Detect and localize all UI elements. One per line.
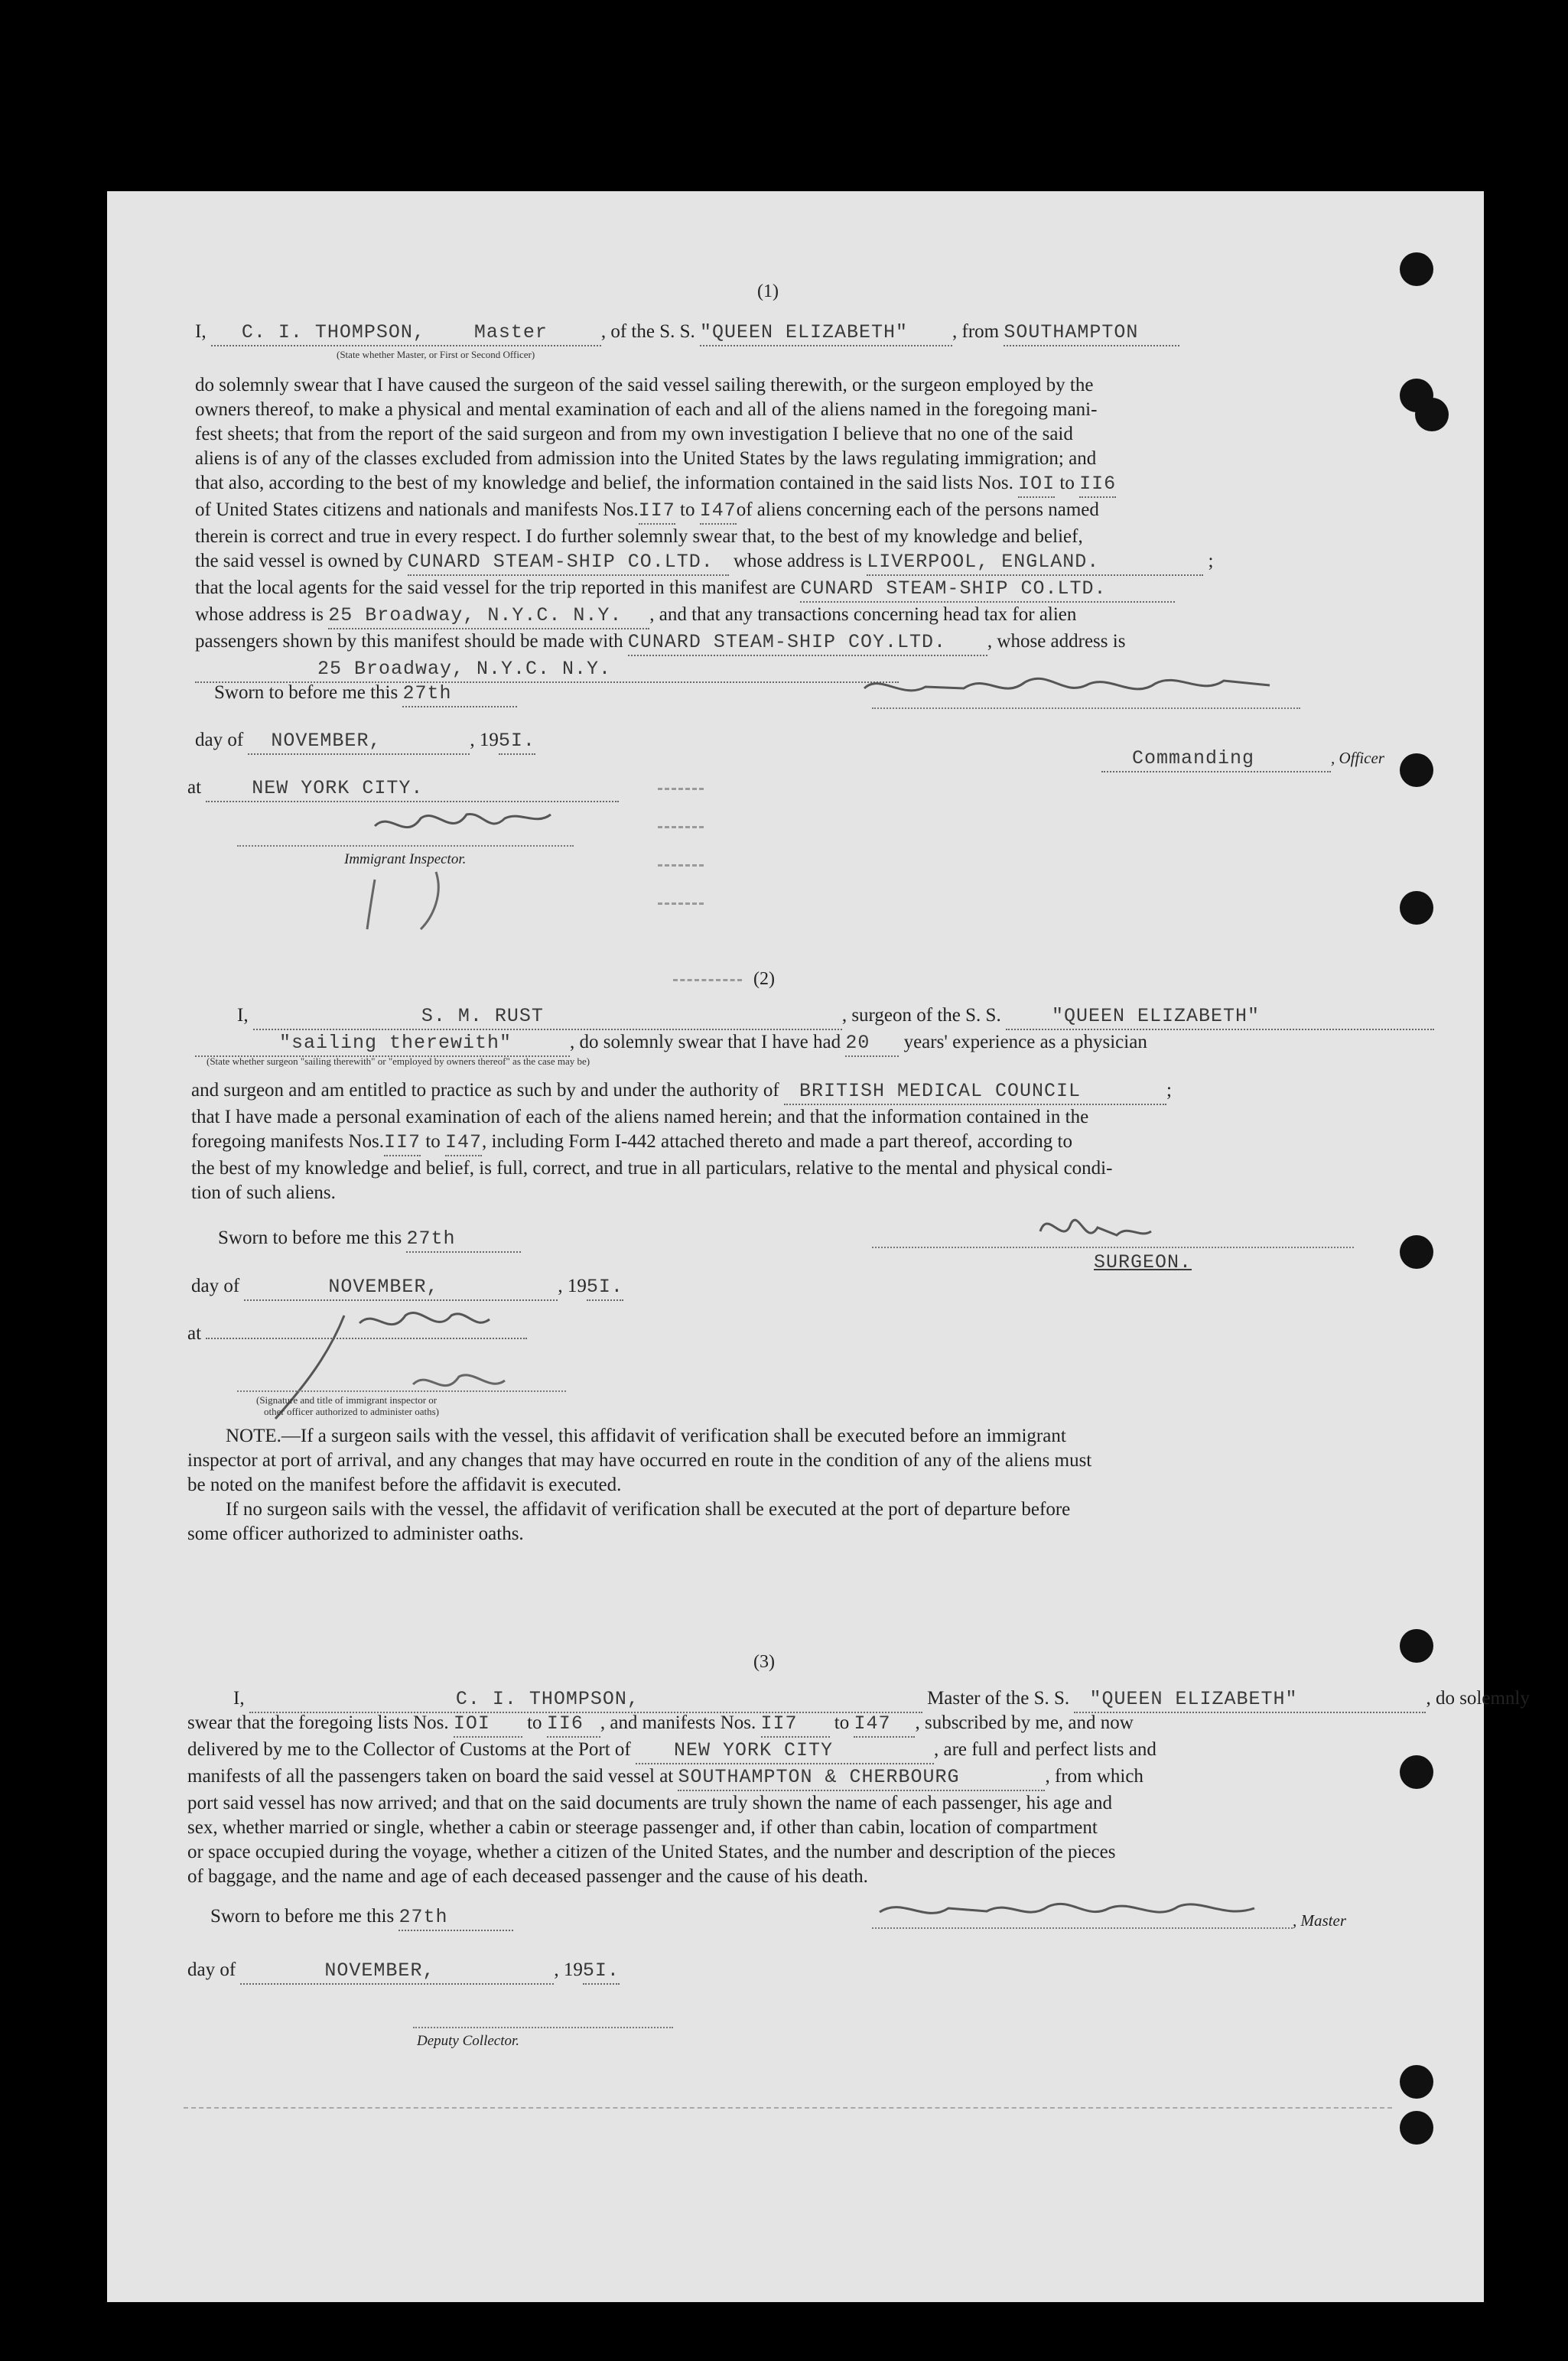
master-name-field: C. I. THOMPSON, Master [211,320,601,346]
lists-from-field: IOI [1018,472,1055,498]
caption: (Signature and title of immigrant inspector or [256,1394,438,1406]
manifests-to-field: I47 [854,1712,915,1738]
agents-address-field: 25 Broadway, N.Y.C. N.Y. [328,603,649,629]
caption: (State whether surgeon "sailing therewith" or "employed by owners thereof" as the case may be) [207,1055,590,1067]
lists-to-field: II6 [547,1712,600,1738]
sworn-day-field: 27th [399,1905,513,1931]
year-field: 5I. [583,1959,620,1985]
deputy-caption: Deputy Collector. [417,2033,520,2049]
affidavit-line: I, S. M. RUST , surgeon of the S. S. "QUEEN ELIZABETH" [237,1003,1434,1030]
master-label: , Master [1293,1911,1346,1930]
section-number: (3) [753,1652,775,1672]
year-field: 5I. [499,729,535,755]
headtax-address-field: 25 Broadway, N.Y.C. N.Y. [195,657,899,683]
affidavit-paragraph: do solemnly swear that I have caused the surgeon of the said vessel sailing therewith, or the surgeon employed by the owners thereof, to make a physical and mental examination of each and all of the aliens named in the foregoing mani- fest sheets; that from the report of the said surgeon and from my own investigation I believe that no one of the said aliens is of any of the classes excluded from admission into the United States by the laws regulating immigration; and that also, according to the best of my knowledge and belief, the information contained in the said lists Nos. IOI to II6 of United States citizens and nationals and manifests Nos.II7 to I47of aliens concerning each of the persons named therein is correct and true in every respect. I do further solemnly swear that, to the best of my knowledge and belief, the said vessel is owned by CUNARD STEAM-SHIP CO.LTD. whose address is LIVERPOOL, ENGLAND. ; that the local agents for the said vessel for the trip reported in this manifest are CUNARD STEAM-SHIP CO.LTD. whose address is 25 Broadway, N.Y.C. N.Y. , and that any transactions concerning head tax for alien passengers shown by this manifest should be made with CUNARD STEAM-SHIP COY.LTD. , whose address is 25 Broadway, N.Y.C. N.Y. [195,373,1465,683]
manifests-from-field: II7 [384,1130,421,1156]
affidavit-paragraph: swear that the foregoing lists Nos. IOI to II6 , and manifests Nos. II7 to I47 , subscribed by me, and now delivered by me to the Collector of Customs at the Port of NEW YORK CITY , are full and perfect lists and manifests of all the passengers taken on board the said vessel at SOUTHAMPTON & CHERBOURG , from which port said vessel has now arrived; and that on the said documents are truly shown the name of each passenger, his age and sex, whether married or single, whether a cabin or steerage passenger and, if other than cabin, location of compartment or space occupied during the voyage, whether a citizen of the United States, and the number and description of the pieces of baggage, and the name and age of each deceased passenger and the cause of his death. [187,1712,1156,1887]
vessel-name-field: "QUEEN ELIZABETH" [1074,1687,1426,1713]
authority-field: BRITISH MEDICAL COUNCIL [784,1079,1166,1105]
sworn-line: Sworn to before me this 27th [214,681,517,707]
affidavit-line: I, C. I. THOMPSON, Master of the S. S. "QUEEN ELIZABETH" , do solemnly [233,1686,1530,1713]
manifests-to-field: I47 [445,1130,482,1156]
punch-hole [1400,1629,1433,1663]
master-name-field: C. I. THOMPSON, [249,1687,922,1713]
surgeon-name-field: S. M. RUST [253,1004,842,1030]
month-field: NOVEMBER, [244,1275,558,1301]
vessel-name-field: "QUEEN ELIZABETH" [700,320,952,346]
date-line: day of NOVEMBER, , 195I. [195,728,535,755]
page-bottom-rule [184,2107,1392,2109]
arrival-port-field: NEW YORK CITY [636,1738,934,1764]
sworn-day-field: 27th [406,1227,521,1253]
agents-field: CUNARD STEAM-SHIP CO.LTD. [800,577,1175,603]
manifests-from-field: II7 [761,1712,830,1738]
sworn-day-field: 27th [402,681,517,707]
master-signature [857,658,1285,711]
month-field: NOVEMBER, [240,1959,554,1985]
affidavit-sheet [107,191,1530,2302]
surgeon-title: SURGEON. [1094,1251,1192,1273]
lists-from-field: IOI [454,1712,522,1738]
departure-port-field: SOUTHAMPTON [1004,320,1179,346]
section-number: (2) [753,969,775,989]
divider [673,979,742,981]
place-field: NEW YORK CITY. [206,776,619,802]
divider [658,826,704,828]
owner-address-field: LIVERPOOL, ENGLAND. [867,550,1203,576]
inspector-caption: Immigrant Inspector. [344,851,467,867]
manifests-to-field: I47 [700,499,737,525]
date-line: day of NOVEMBER, , 195I. [191,1274,623,1301]
date-line: day of NOVEMBER, , 195I. [187,1958,620,1985]
years-field: 20 [845,1031,899,1057]
headtax-party-field: CUNARD STEAM-SHIP COY.LTD. [628,630,987,656]
divider [658,788,704,790]
manifests-from-field: II7 [639,499,675,525]
inspector-signature [359,795,558,933]
officer-line: Commanding , Officer [1101,746,1384,772]
punch-hole [1400,753,1433,787]
punch-hole [1400,891,1433,925]
punch-hole [1400,2065,1433,2099]
owner-field: CUNARD STEAM-SHIP CO.LTD. [408,550,729,576]
inspector-line [237,1390,566,1392]
surgeon-status-field: "sailing therewith" [195,1031,570,1057]
punch-hole [1400,1235,1433,1269]
year-field: 5I. [587,1275,623,1301]
master-signature [872,1885,1285,1931]
punch-hole [1400,252,1433,286]
deputy-line [413,2027,673,2028]
officer-title-field: Commanding [1101,746,1331,772]
sworn-line: Sworn to before me this 27th [210,1904,513,1931]
affidavit-paragraph: and surgeon and am entitled to practice as such by and under the authority of BRITISH MEDICAL COUNCIL ; that I have made a personal examination of each of the aliens named herein; and that the information contained in the foregoing manifests Nos.II7 to I47, including Form I-442 attached thereto and made a part thereof, according to the best of my knowledge and belief, is full, correct, and true in all particulars, relative to the mental and physical condi- tion of such aliens. [191,1080,1172,1203]
vessel-name-field: "QUEEN ELIZABETH" [1006,1004,1434,1030]
punch-hole [1400,2111,1433,2145]
boarding-ports-field: SOUTHAMPTON & CHERBOURG [678,1765,1045,1791]
affidavit-line: I, C. I. THOMPSON, Master , of the S. S. "QUEEN ELIZABETH" , from SOUTHAMPTON [195,320,1179,346]
surgeon-signature [1025,1201,1178,1262]
caption: other officer authorized to administer oaths) [264,1406,439,1417]
note-paragraph: NOTE.—If a surgeon sails with the vessel, this affidavit of verification shall be executed before an immigrant inspector at port of arrival, and any changes that may have occurred en route in the condition of any of the aliens must be noted on the manifest before the affidavit is executed. If no surgeon sails with the vessel, the affidavit of verification shall be executed at the port of departure before some officer authorized to administer oaths. [187,1426,1092,1544]
section-number: (1) [757,281,779,301]
lists-to-field: II6 [1079,472,1116,498]
sworn-line: Sworn to before me this 27th [218,1226,521,1253]
affidavit-line: "sailing therewith" , do solemnly swear that I have had 20 years' experience as a physician [195,1030,1147,1057]
divider [658,864,704,867]
place-line: at [187,1322,527,1346]
month-field: NOVEMBER, [248,729,470,755]
place-line: at NEW YORK CITY. [187,776,619,802]
divider [658,902,704,905]
caption: (State whether Master, or First or Second Officer) [337,349,535,360]
